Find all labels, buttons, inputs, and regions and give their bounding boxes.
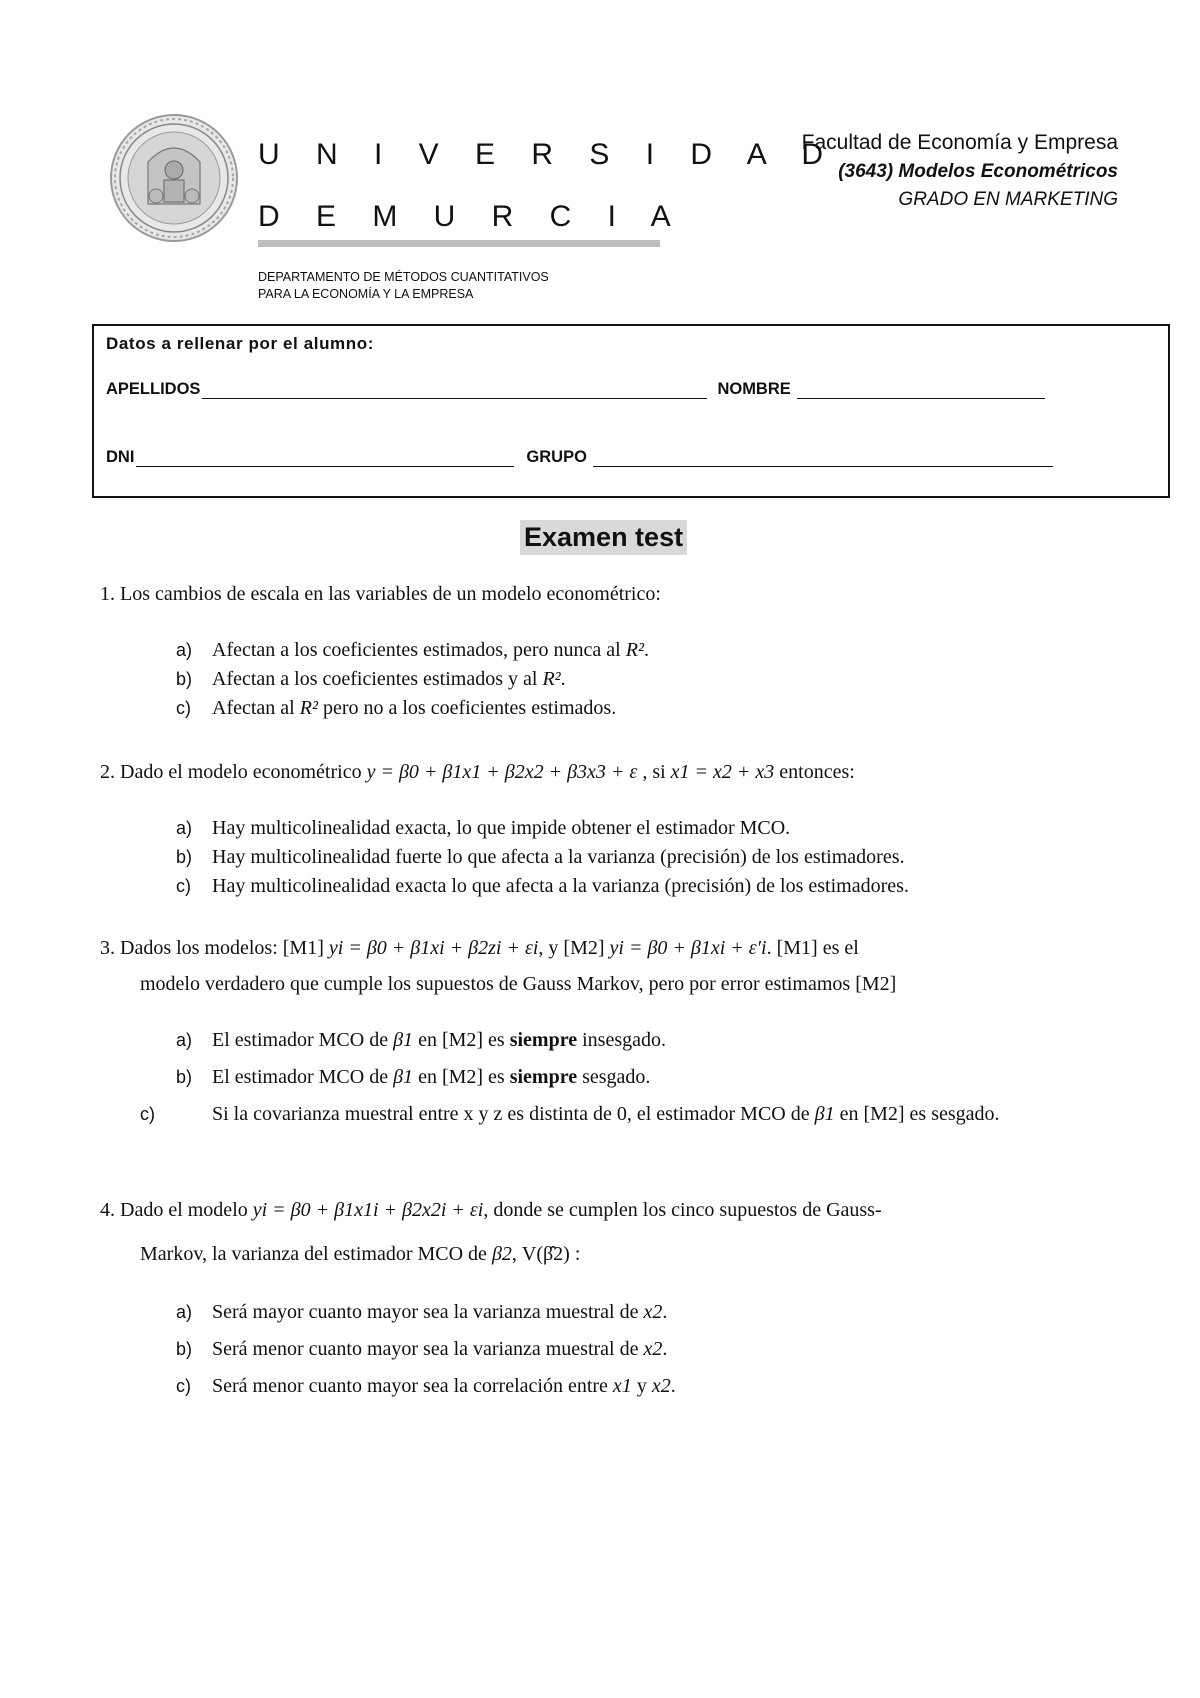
id-field[interactable] xyxy=(136,448,514,467)
math-x2: x2 xyxy=(651,1375,671,1397)
question-3-option-b[interactable]: b) El estimador MCO de β1 en [M2] es siempre sesgado. xyxy=(176,1063,650,1091)
question-1-option-a[interactable]: a) Afectan a los coeficientes estimados, pero nunca al R². xyxy=(176,636,649,664)
math-r-squared: R² xyxy=(299,697,318,719)
question-2-option-c[interactable]: c) Hay multicolinealidad exacta lo que afecta a la varianza (precisión) de los estimadores. xyxy=(176,872,909,900)
id-label: DNI xyxy=(106,448,135,466)
student-box-title: Datos a rellenar por el alumno: xyxy=(106,334,374,353)
option-letter: b) xyxy=(176,669,193,689)
question-3-stem: 3. Dados los modelos: [M1] yi = β0 + β1xi + β2zi + εi, y [M2] yi = β0 + β1xi + ε′i. [M1] es el xyxy=(100,937,859,959)
question-2-option-a[interactable]: a) Hay multicolinealidad exacta, lo que impide obtener el estimador MCO. xyxy=(176,814,790,842)
department-line1: DEPARTAMENTO DE MÉTODOS CUANTITATIVOS xyxy=(258,270,549,284)
question-2-option-b[interactable]: b) Hay multicolinealidad fuerte lo que afecta a la varianza (precisión) de los estimadores. xyxy=(176,843,904,871)
math-x2: x2 xyxy=(643,1338,663,1360)
math-variance: , V(β̂2) xyxy=(511,1243,570,1265)
question-1-stem: 1. Los cambios de escala en las variables de un modelo econométrico: xyxy=(100,583,661,605)
math-beta2: β2 xyxy=(491,1243,512,1265)
math-beta1: β1 xyxy=(393,1066,414,1088)
option-letter: a) xyxy=(176,1302,193,1322)
math-model-m2: yi = β0 + β1xi + ε′i xyxy=(609,937,767,959)
question-4-option-a[interactable]: a) Será mayor cuanto mayor sea la varianza muestral de x2. xyxy=(176,1298,667,1326)
question-4-stem: 4. Dado el modelo yi = β0 + β1x1i + β2x2i + εi, donde se cumplen los cinco supuestos de Gauss- xyxy=(100,1199,882,1221)
question-4-option-c[interactable]: c) Será menor cuanto mayor sea la correlación entre x1 y x2. xyxy=(176,1372,676,1400)
degree-name: GRADO EN MARKETING xyxy=(898,189,1118,210)
university-seal-logo xyxy=(108,112,240,244)
question-2-stem: 2. Dado el modelo econométrico y = β0 + β1x1 + β2x2 + β3x3 + ε , si x1 = x2 + x3 entonces: xyxy=(100,761,855,783)
math-x2: x2 xyxy=(643,1301,663,1323)
group-label: GRUPO xyxy=(526,448,587,466)
math-beta1: β1 xyxy=(814,1103,835,1125)
course-name: (3643) Modelos Econométricos xyxy=(838,161,1118,182)
question-3-option-c[interactable]: c) Si la covarianza muestral entre x y z es distinta de 0, el estimador MCO de β1 en [M2] es sesgado. xyxy=(176,1100,1152,1128)
id-group-row xyxy=(106,448,1053,467)
question-4-stem-continued: Markov, la varianza del estimador MCO de β2, V(β̂2) : xyxy=(140,1243,581,1265)
option-letter: b) xyxy=(176,847,193,867)
surname-field[interactable] xyxy=(202,380,707,399)
option-letter: c) xyxy=(140,1104,155,1124)
option-letter: a) xyxy=(176,1030,193,1050)
surname-label: APELLIDOS xyxy=(106,380,201,398)
student-data-box xyxy=(92,324,1170,498)
math-model-m1: yi = β0 + β1xi + β2zi + εi xyxy=(328,937,539,959)
option-letter: c) xyxy=(176,698,191,718)
group-field[interactable] xyxy=(593,448,1053,467)
question-4-option-b[interactable]: b) Será menor cuanto mayor sea la varianza muestral de x2. xyxy=(176,1335,667,1363)
math-beta1: β1 xyxy=(393,1029,414,1051)
surname-name-row xyxy=(106,380,1045,399)
question-1-option-b[interactable]: b) Afectan a los coeficientes estimados y al R². xyxy=(176,665,566,693)
option-letter: b) xyxy=(176,1339,193,1359)
name-label: NOMBRE xyxy=(717,380,791,398)
math-r-squared: R² xyxy=(625,639,644,661)
option-letter: c) xyxy=(176,876,191,896)
math-model: yi = β0 + β1x1i + β2x2i + εi xyxy=(252,1199,484,1221)
faculty-name: Facultad de Economía y Empresa xyxy=(801,131,1118,154)
option-letter: a) xyxy=(176,818,193,838)
department-line2: PARA LA ECONOMÍA Y LA EMPRESA xyxy=(258,287,474,301)
name-field[interactable] xyxy=(797,380,1045,399)
option-letter: c) xyxy=(176,1376,191,1396)
exam-title: Examen test xyxy=(520,520,687,555)
question-3-option-a[interactable]: a) El estimador MCO de β1 en [M2] es siempre insesgado. xyxy=(176,1026,666,1054)
option-letter: a) xyxy=(176,640,193,660)
university-name-line1: U N I V E R S I D A D xyxy=(258,138,838,171)
university-name-line2: D E M U R C I A xyxy=(258,200,685,233)
option-letter: b) xyxy=(176,1067,193,1087)
math-condition: x1 = x2 + x3 xyxy=(670,761,775,783)
faculty-block xyxy=(802,128,1118,214)
math-x1: x1 xyxy=(612,1375,632,1397)
math-r-squared: R² xyxy=(542,668,561,690)
question-3-stem-continued: modelo verdadero que cumple los supuestos de Gauss Markov, pero por error estimamos [M2] xyxy=(140,973,897,995)
math-equation: y = β0 + β1x1 + β2x2 + β3x3 + ε xyxy=(366,761,638,783)
header-divider xyxy=(258,240,660,247)
question-1-option-c[interactable]: c) Afectan al R² pero no a los coeficientes estimados. xyxy=(176,694,616,722)
